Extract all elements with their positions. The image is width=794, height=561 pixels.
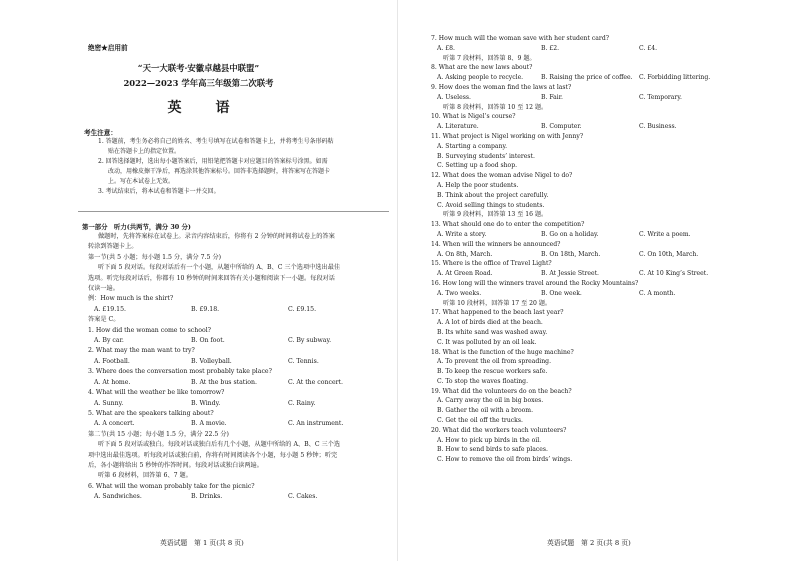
question-options [431, 250, 776, 260]
option-b: B. Fair. [541, 93, 563, 101]
option-b: B. At the bus station. [190, 378, 257, 386]
section2-heading: 第二节(共 15 小题；每小题 1.5 分，满分 22.5 分) [88, 430, 229, 438]
listen-instruction: 听第 9 段材料，回答第 13 至 16 题。 [443, 211, 548, 219]
option-c: C. Temporary. [639, 93, 682, 101]
option-a: A. Write a story. [437, 230, 487, 238]
example-question: 例：How much is the shirt? [88, 295, 174, 303]
option-c: C. £4. [639, 44, 658, 52]
listen-instruction: 听第 8 段材料，回答第 10 至 12 题。 [443, 103, 548, 111]
option-c: C. Tennis. [287, 357, 319, 365]
confidential-label: 绝密★启用前 [88, 44, 128, 52]
option-line: B. Its white sand was washed away. [437, 328, 548, 336]
question-1-options [88, 336, 377, 346]
page-footer: 英语试题 第 1 页(共 8 页) [160, 539, 244, 547]
question: 12. What does the woman advise Nigel to do? [431, 172, 573, 180]
question: 19. What did the volunteers do on the beach? [431, 387, 572, 395]
option-a: A. A concert. [94, 420, 135, 428]
question: 14. When will the winners be announced? [431, 240, 561, 248]
option-b: B. £2. [541, 44, 560, 52]
option-b: B. At Jessie Street. [541, 270, 599, 278]
question-4-options [88, 399, 377, 409]
option-line: C. Setting up a food shop. [437, 162, 518, 170]
question: 10. What is Nigel’s course? [431, 113, 516, 121]
option-a: A. On 8th, March. [437, 250, 493, 258]
section1-heading: 第一节(共 5 小题；每小题 1.5 分，满分 7.5 分) [88, 253, 222, 261]
option-a: A. Football. [94, 357, 130, 365]
notes-heading: 考生注意： [84, 129, 117, 137]
question-3-options [88, 378, 377, 388]
part1-intro-line: 做题时，先将答案标在试卷上。录音内容结束后，你将有 2 分钟的时间将试卷上的答案 [98, 233, 335, 240]
note-line: 上。写在本试卷上无效。 [108, 178, 175, 185]
question-6-options [88, 492, 377, 502]
option-a: A. Literature. [437, 123, 479, 131]
example-answer: 答案是 C。 [88, 316, 120, 324]
question: 9. How does the woman find the laws at last? [431, 83, 572, 91]
question-5: 5. What are the speakers talking about? [88, 409, 214, 417]
option-a: A. By car. [94, 337, 124, 345]
option-c: C. At 10 King’s Street. [639, 270, 709, 278]
part1-intro-line: 转涂到答题卡上。 [88, 243, 138, 251]
option-c: C. £9.15. [287, 305, 317, 313]
option-b: B. Computer. [541, 123, 582, 131]
option-c: C. Business. [639, 123, 677, 131]
option-line: A. To prevent the oil from spreading. [437, 358, 552, 366]
question-6: 6. What will the woman probably take for the picnic? [88, 482, 255, 490]
section1-intro-line: 仅读一遍。 [88, 285, 119, 293]
option-c: C. Write a poem. [639, 230, 691, 238]
question-2-options [88, 357, 377, 367]
option-a: A. At home. [94, 378, 131, 386]
section-separator [78, 197, 389, 212]
question-2: 2. What may the man want to try? [88, 347, 195, 355]
option-b: B. Windy. [190, 399, 221, 407]
question: 11. What project is Nigel working on with Jenny? [431, 132, 584, 140]
part1-heading: 第一部分 听力(共两节，满分 30 分) [82, 223, 191, 231]
note-line: 贴在答题卡上的指定位置。 [108, 148, 181, 155]
option-line: A. Starting a company. [437, 142, 508, 150]
exam-year-title: 2022—2023 学年高三年级第二次联考 [123, 78, 274, 88]
option-c: C. Forbidding littering. [639, 74, 711, 82]
option-c: C. A month. [639, 289, 676, 297]
page-2 [397, 0, 794, 561]
option-line: C. How to remove the oil from birds’ wings. [437, 456, 573, 464]
option-line: A. Help the poor students. [437, 181, 519, 189]
option-a: A. Asking people to recycle. [437, 74, 524, 82]
listen-instruction: 听第 7 段材料，回答第 8、9 题。 [443, 54, 536, 62]
option-line: B. Think about the project carefully. [437, 191, 549, 199]
option-a: A. £8. [437, 44, 455, 52]
question-options [431, 93, 776, 103]
question-options [431, 44, 776, 54]
option-line: A. How to pick up birds in the oil. [437, 436, 542, 444]
section1-intro-line: 听下面 5 段对话。每段对话后有一个小题，从题中所给的 A、B、C 三个选项中选出最佳 [98, 264, 341, 272]
option-c: C. An instrument. [287, 420, 344, 428]
question-options [431, 230, 776, 240]
option-b: B. Volleyball. [190, 357, 232, 365]
option-line: A. Carry away the oil in big boxes. [437, 397, 544, 405]
question-options [431, 122, 776, 132]
option-line: A. A lot of birds died at the beach. [437, 319, 543, 327]
option-line: C. To stop the waves floating. [437, 377, 529, 385]
question: 13. What should one do to enter the competition? [431, 221, 585, 229]
option-c: C. By subway. [287, 337, 332, 345]
question-5-options [88, 419, 377, 429]
section2-intro-line: 听下面 5 段对话或独白。每段对话或独白后有几个小题，从题中所给的 A、B、C 三个选 [98, 441, 341, 449]
question-3: 3. Where does the conversation most probably take place? [88, 368, 272, 376]
option-a: A. Sunny. [94, 399, 124, 407]
note-line: 2. 回答选择题时，选出每小题答案后，用铅笔把答题卡对应题目的答案标号涂黑。如需 [98, 158, 328, 165]
option-b: B. Drinks. [190, 493, 223, 501]
option-b: B. Go on a holiday. [541, 230, 599, 238]
option-line: C. Get the oil off the trucks. [437, 417, 523, 425]
option-b: B. On 18th, March. [541, 250, 601, 258]
option-a: A. Useless. [437, 93, 471, 101]
option-c: C. At the concert. [287, 378, 344, 386]
note-line: 3. 考试结束后，将本试卷和答题卡一并交回。 [98, 188, 220, 195]
page-footer: 英语试题 第 2 页(共 8 页) [547, 539, 631, 547]
note-line: 改动，用橡皮擦干净后，再选涂其他答案标号。回答非选择题时，将答案写在答题卡 [108, 168, 331, 175]
exam-alliance-title: “天一大联考·安徽卓越县中联盟” [137, 63, 260, 73]
question: 7. How much will the woman save with her student card? [431, 35, 609, 42]
option-b: B. £9.18. [190, 305, 220, 313]
section2-intro-line: 后，各小题将给出 5 秒钟的作答时间。每段对话或独白读两遍。 [88, 461, 263, 469]
option-b: B. Raising the price of coffee. [541, 74, 633, 82]
example-options [88, 305, 377, 315]
question-options [431, 289, 776, 299]
section1-intro-line: 选项。听完每段对话后，你都有 10 秒钟的时间来回答有关小题和阅读下一小题。每段对话 [88, 274, 335, 282]
option-c: C. On 10th, March. [639, 250, 699, 258]
listen-instruction: 听第 10 段材料，回答第 17 至 20 题。 [443, 299, 552, 307]
note-line: 1. 答题前，考生务必将自己的姓名、考生号填写在试卷和答题卡上，并将考生号条形码粘 [98, 138, 334, 145]
question: 20. What did the workers teach volunteers? [431, 426, 567, 434]
option-line: B. To keep the rescue workers safe. [437, 368, 548, 376]
option-line: B. How to send birds to safe places. [437, 446, 548, 454]
question: 15. Where is the office of Travel Light? [431, 260, 552, 268]
option-a: A. £19.15. [94, 305, 127, 313]
section2-intro-line: 项中选出最佳选项。听每段对话或独白前，你将有时间阅读各个小题，每小题 5 秒钟；听完 [88, 451, 338, 459]
question-options [431, 73, 776, 83]
question-list [431, 34, 776, 465]
option-a: A. At Green Road. [437, 270, 493, 278]
question-options [431, 269, 776, 279]
option-a: A. Two weeks. [437, 289, 482, 297]
option-b: B. One week. [541, 289, 582, 297]
listen-instruction: 听第 6 段材料，回答第 6、7 题。 [98, 472, 192, 480]
option-b: B. A movie. [190, 420, 227, 428]
option-b: B. On foot. [190, 337, 225, 345]
option-c: C. Rainy. [287, 399, 316, 407]
question: 18. What is the function of the huge machine? [431, 348, 574, 356]
option-a: A. Sandwiches. [94, 493, 142, 501]
option-line: B. Surveying students’ interest. [437, 152, 535, 160]
question: 17. What happened to the beach last year? [431, 309, 564, 317]
question: 16. How long will the winners travel around the Rocky Mountains? [431, 279, 639, 287]
question-1: 1. How did the woman come to school? [88, 326, 211, 334]
option-line: C. Avoid selling things to students. [437, 201, 545, 209]
subject-title: 英 语 [167, 100, 240, 116]
option-c: C. Cakes. [287, 493, 318, 501]
question: 8. What are the new laws about? [431, 64, 533, 72]
option-line: C. It was polluted by an oil leak. [437, 338, 537, 346]
question-4: 4. What will the weather be like tomorrow? [88, 389, 225, 397]
option-line: B. Gather the oil with a broom. [437, 407, 534, 415]
